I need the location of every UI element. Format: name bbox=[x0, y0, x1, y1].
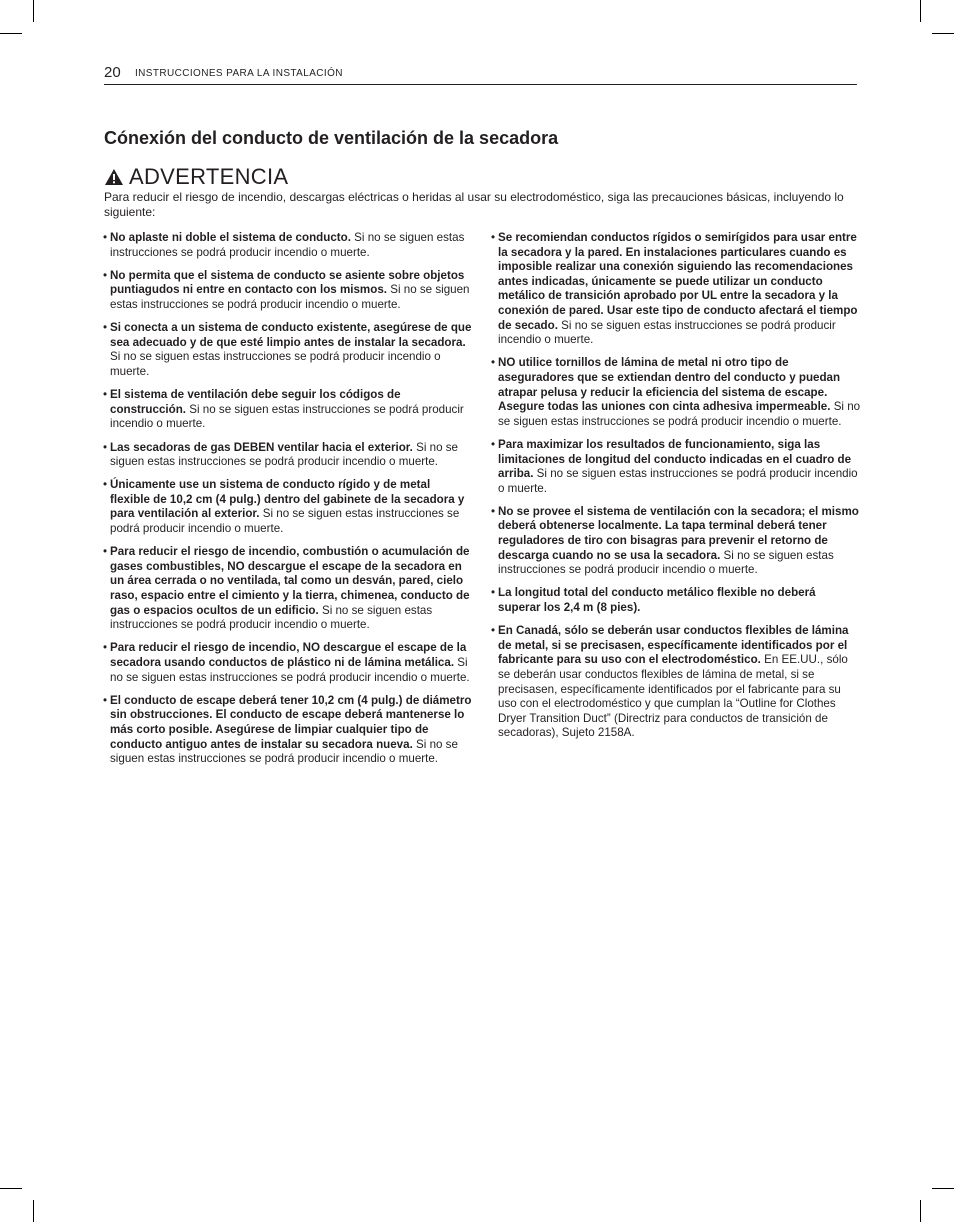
list-item: • Para maximizar los resultados de funcionamiento, siga las limitaciones de longitud del conducto indicadas en el cuadro de arriba. Si no se siguen estas instrucciones se podrá producir incendio o muerte. bbox=[491, 438, 861, 496]
warning-heading bbox=[104, 164, 288, 190]
list-item: • No permita que el sistema de conducto se asiente sobre objetos puntiagudos ni entre en contacto con los mismos. Si no se siguen estas instrucciones se podrá producir incendio o muerte. bbox=[103, 269, 473, 313]
list-item: • Para reducir el riesgo de incendio, NO descargue el escape de la secadora usando conductos de plástico ni de lámina metálica. Si no se siguen estas instrucciones se podrá producir incendio o muerte. bbox=[103, 641, 473, 685]
page-header bbox=[104, 64, 857, 85]
list-item: • La longitud total del conducto metálico flexible no deberá superar los 2,4 m (8 pies). bbox=[491, 586, 861, 615]
list-item: • Si conecta a un sistema de conducto existente, asegúrese de que sea adecuado y de que esté limpio antes de instalar la secadora. Si no se siguen estas instrucciones se podrá producir incendio o muerte. bbox=[103, 321, 473, 379]
crop-mark bbox=[920, 0, 921, 22]
left-column-list bbox=[103, 231, 473, 775]
crop-mark bbox=[932, 1188, 954, 1189]
header-title: INSTRUCCIONES PARA LA INSTALACIÓN bbox=[135, 68, 343, 79]
warning-triangle-icon bbox=[104, 168, 124, 186]
list-item: • No se provee el sistema de ventilación con la secadora; el mismo deberá obtenerse localmente. La tapa terminal deberá tener reguladores de tiro con bisagras para prevenir el retorno de descarga cuando no se usa la secadora. Si no se siguen estas instrucciones se podrá producir incendio o muerte. bbox=[491, 505, 861, 578]
list-item: • El sistema de ventilación debe seguir los códigos de construcción. Si no se siguen estas instrucciones se podrá producir incendio o muerte. bbox=[103, 388, 473, 432]
list-item: • Las secadoras de gas DEBEN ventilar hacia el exterior. Si no se siguen estas instrucciones se podrá producir incendio o muerte. bbox=[103, 441, 473, 470]
section-title: Cónexión del conducto de ventilación de la secadora bbox=[104, 128, 559, 148]
list-item: • Únicamente use un sistema de conducto rígido y de metal flexible de 10,2 cm (4 pulg.) dentro del gabinete de la secadora y para ventilación al exterior. Si no se siguen estas instrucciones se podrá producir incendio o muerte. bbox=[103, 478, 473, 536]
crop-mark bbox=[33, 0, 34, 22]
crop-mark bbox=[932, 33, 954, 34]
crop-mark bbox=[33, 1200, 34, 1222]
warning-intro: Para reducir el riesgo de incendio, descargas eléctricas o heridas al usar su electrodoméstico, siga las precauciones básicas, incluyendo lo siguiente: bbox=[104, 190, 844, 219]
list-item: • En Canadá, sólo se deberán usar conductos flexibles de lámina de metal, si se precisasen, específicamente identificados por el fabricante para su uso con el electrodoméstico. En EE.UU., sólo se deberán usar conductos flexibles de lámina de metal, si se precisasen, específicamente identificados por el fabricante para su uso con el electrodoméstico y que cumplan la “Outline for Clothes Dryer Transition Duct” (Directriz para conductos de transición de secadoras), Sujeto 2158A. bbox=[491, 624, 861, 741]
list-item: • NO utilice tornillos de lámina de metal ni otro tipo de aseguradores que se extiendan dentro del conducto y puedan atrapar pelusa y reducir la eficiencia del sistema de escape. Asegure todas las uniones con cinta adhesiva impermeable. Si no se siguen estas instrucciones se podrá producir incendio o muerte. bbox=[491, 356, 861, 429]
list-item: • El conducto de escape deberá tener 10,2 cm (4 pulg.) de diámetro sin obstrucciones. El conducto de escape deberá mantenerse lo más corto posible. Asegúrese de limpiar cualquier tipo de conducto antiguo antes de instalar su secadora nueva. Si no se siguen estas instrucciones se podrá producir incendio o muerte. bbox=[103, 694, 473, 767]
crop-mark bbox=[920, 1200, 921, 1222]
crop-mark bbox=[0, 33, 22, 34]
warning-title: ADVERTENCIA bbox=[129, 164, 289, 189]
page-number: 20 bbox=[104, 64, 121, 81]
list-item: • Para reducir el riesgo de incendio, combustión o acumulación de gases combustibles, NO descargue el escape de la secadora en un área cerrada o no ventilada, tal como un desván, pared, cielo raso, espacio entre el cimiento y la tierra, chimenea, conducto de gas o espacios ocultos de un edificio. Si no se siguen estas instrucciones se podrá producir incendio o muerte. bbox=[103, 545, 473, 633]
list-item: • Se recomiendan conductos rígidos o semirígidos para usar entre la secadora y la pared. En instalaciones particulares cuando es imposible realizar una conexión siguiendo las recomendaciones antes indicadas, únicamente se puede utilizar un conducto metálico de transición aprobado por UL entre la secadora y la conexión de pared. Usar este tipo de conducto afectará el tiempo de secado. Si no se siguen estas instrucciones se podrá producir incendio o muerte. bbox=[491, 231, 861, 348]
right-column-list bbox=[491, 231, 861, 750]
crop-mark bbox=[0, 1188, 22, 1189]
list-item: • No aplaste ni doble el sistema de conducto. Si no se siguen estas instrucciones se podrá producir incendio o muerte. bbox=[103, 231, 473, 260]
